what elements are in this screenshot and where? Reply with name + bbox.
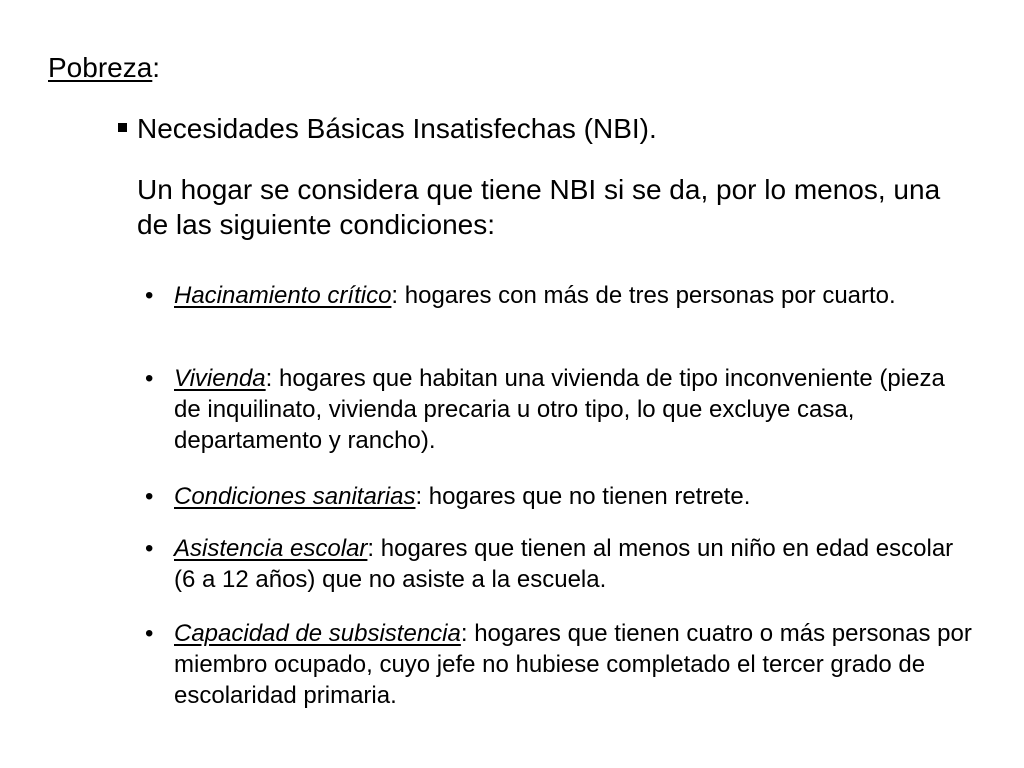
- condition-term: Asistencia escolar: [174, 535, 368, 562]
- list-item: [145, 363, 975, 456]
- list-item: [145, 280, 975, 311]
- bullet-dot-icon: •: [145, 620, 154, 647]
- bullet-dot-icon: •: [145, 365, 154, 392]
- condition-term: Capacidad de subsistencia: [174, 620, 461, 647]
- condition-term: Vivienda: [174, 365, 266, 392]
- condition-description: : hogares con más de tres personas por cuarto.: [391, 282, 896, 309]
- square-bullet-icon: [118, 123, 127, 132]
- condition-description: : hogares que tienen al menos un niño en edad escolar (6 a 12 años) que no asiste a la escuela.: [174, 535, 954, 593]
- section-heading: [118, 111, 657, 147]
- slide-title-text: Pobreza: [48, 52, 153, 83]
- list-item-text: [174, 618, 975, 711]
- bullet-dot-icon: •: [145, 282, 154, 309]
- condition-description: : hogares que no tienen retrete.: [415, 483, 751, 510]
- condition-term: Hacinamiento crítico: [174, 282, 392, 309]
- condition-term: Condiciones sanitarias: [174, 483, 416, 510]
- condition-description: : hogares que tienen cuatro o más personas por miembro ocupado, cuyo jefe no hubiese completado el tercer grado de escolaridad primaria.: [174, 620, 972, 709]
- slide-title-colon: :: [152, 52, 161, 83]
- slide-title: [48, 50, 160, 86]
- list-item-text: [174, 280, 975, 311]
- section-heading-text: Necesidades Básicas Insatisfechas (NBI).: [137, 113, 657, 144]
- bullet-dot-icon: •: [145, 535, 154, 562]
- bullet-dot-icon: •: [145, 483, 154, 510]
- list-item: [145, 481, 975, 512]
- list-item-text: [174, 533, 975, 595]
- list-item-text: [174, 363, 975, 456]
- condition-description: : hogares que habitan una vivienda de tipo inconveniente (pieza de inquilinato, vivienda precaria u otro tipo, lo que excluye casa, departamento y rancho).: [174, 365, 945, 454]
- list-item: [145, 618, 975, 711]
- list-item: [145, 533, 975, 595]
- intro-paragraph: Un hogar se considera que tiene NBI si se da, por lo menos, una de las siguiente condiciones:: [137, 174, 941, 240]
- list-item-text: [174, 481, 975, 512]
